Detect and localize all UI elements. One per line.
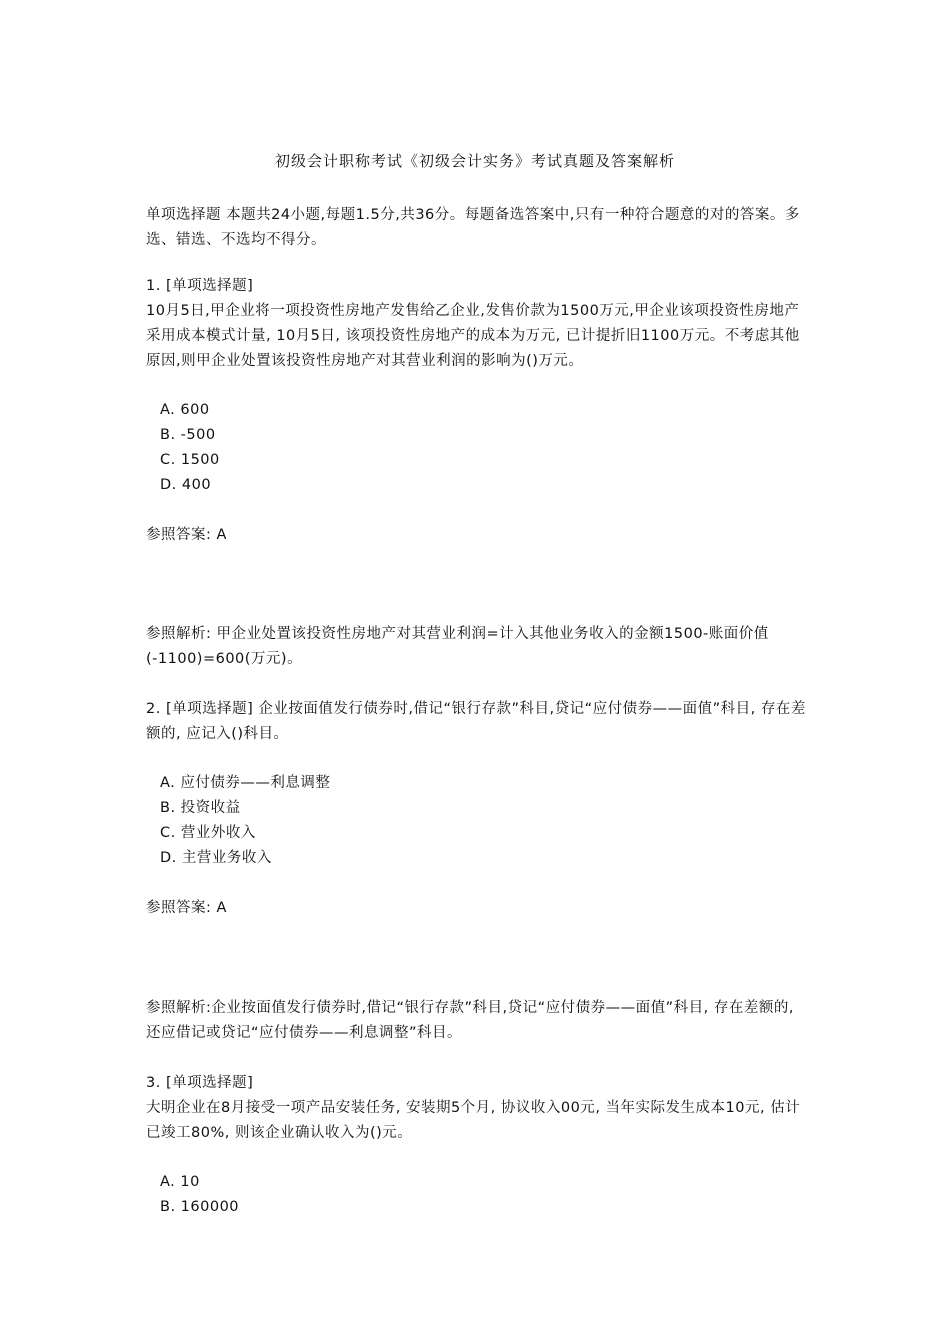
question-1-analysis: 参照解析: 甲企业处置该投资性房地产对其营业利润=计入其他业务收入的金额1500-账面价值(-1100)=600(万元)。 bbox=[146, 626, 769, 667]
section-intro: 单项选择题 本题共24小题,每题1.5分,共36分。每题备选答案中,只有一种符合题意的对的答案。多选、错选、不选均不得分。 bbox=[146, 207, 800, 248]
question-1-option-b: B. -500 bbox=[160, 427, 216, 443]
question-3-header: 3. [单项选择题] bbox=[146, 1075, 254, 1091]
question-2-option-a: A. 应付债券——利息调整 bbox=[160, 775, 331, 791]
question-2-answer: 参照答案: A bbox=[146, 900, 227, 916]
question-1-option-a: A. 600 bbox=[160, 402, 210, 418]
question-1-header: 1. [单项选择题] bbox=[146, 278, 254, 294]
question-2-option-b: B. 投资收益 bbox=[160, 800, 241, 816]
question-3-stem: 大明企业在8月接受一项产品安装任务, 安装期5个月, 协议收入00元, 当年实际发生成本10元, 估计已竣工80%, 则该企业确认收入为()元。 bbox=[146, 1100, 801, 1141]
document-title: 初级会计职称考试《初级会计实务》考试真题及答案解析 bbox=[274, 152, 675, 170]
question-2-option-c: C. 营业外收入 bbox=[160, 825, 256, 841]
question-3-option-b: B. 160000 bbox=[160, 1199, 240, 1215]
question-1-option-c: C. 1500 bbox=[160, 452, 220, 468]
question-1-answer: 参照答案: A bbox=[146, 527, 227, 543]
question-2-header: 2. [单项选择题] 企业按面值发行债券时,借记“银行存款”科目,贷记“应付债券——面值”科目, 存在差额的, 应记入()科目。 bbox=[146, 701, 806, 742]
question-1-option-d: D. 400 bbox=[160, 477, 212, 493]
question-3-option-a: A. 10 bbox=[160, 1174, 200, 1190]
question-1-stem: 10月5日,甲企业将一项投资性房地产发售给乙企业,发售价款为1500万元,甲企业该项投资性房地产采用成本模式计量, 10月5日, 该项投资性房地产的成本为万元, 已计提折旧1100万元。不考虑其他原因,则甲企业处置该投资性房地产对其营业利润的影响为()万元。 bbox=[146, 303, 800, 369]
question-2-analysis: 参照解析:企业按面值发行债券时,借记“银行存款”科目,贷记“应付债券——面值”科目, 存在差额的, 还应借记或贷记“应付债券——利息调整”科目。 bbox=[146, 1000, 794, 1041]
question-2-option-d: D. 主营业务收入 bbox=[160, 850, 272, 866]
